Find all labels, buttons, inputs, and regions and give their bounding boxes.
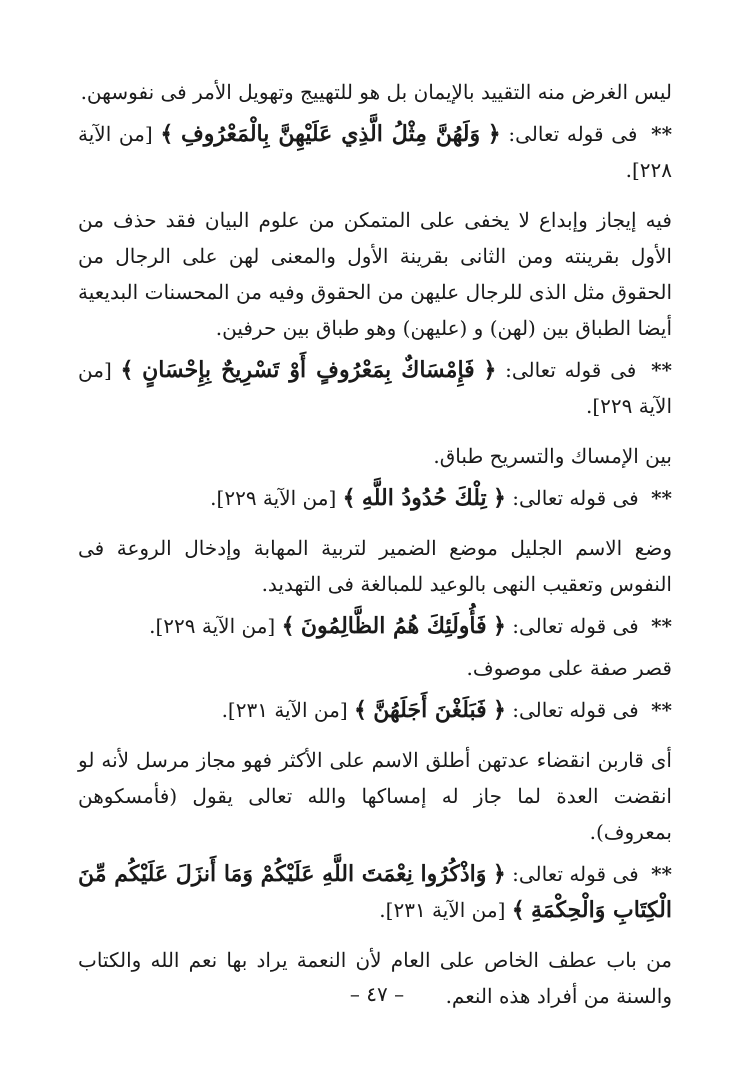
verse-entry: [78, 352, 672, 424]
ornate-bracket-close: ﴾: [354, 697, 367, 723]
ornate-bracket-open: ﴿: [483, 357, 497, 383]
quran-verse: فَبَلَغْنَ أَجَلَهُنَّ: [373, 697, 487, 723]
verse-reference: [من الآية ٢٣١].: [221, 698, 348, 722]
verse-intro: فى قوله تعالى:: [512, 614, 639, 638]
ornate-bracket-open: ﴿: [487, 121, 501, 147]
verse-reference: [من الآية ٢٢٨].: [78, 122, 672, 182]
ornate-bracket-close: ﴾: [160, 121, 174, 147]
paragraph-commentary: [78, 530, 672, 602]
verse-reference: [من الآية ٢٢٩].: [149, 614, 276, 638]
quran-verse: فَإِمْسَاكٌ بِمَعْرُوفٍ أَوْ تَسْرِيحٌ بِإِحْسَانٍ: [142, 357, 475, 383]
ornate-bracket-close: ﴾: [120, 357, 134, 383]
verse-reference: [من الآية ٢٢٩].: [78, 358, 672, 418]
verse-marker: **: [651, 614, 672, 638]
paragraph-text: ليس الغرض منه التقييد بالإيمان بل هو للتهييج وتهويل الأمر فى نفوسهن.: [80, 80, 672, 104]
paragraph-commentary: [78, 202, 672, 346]
paragraph-text: من باب عطف الخاص على العام لأن النعمة يراد بها نعم الله والكتاب والسنة من أفراد هذه النعم.: [78, 948, 672, 1008]
paragraph-commentary: [78, 742, 672, 850]
paragraph-text: فيه إيجاز وإبداع لا يخفى على المتمكن من علوم البيان فقد حذف من الأول بقرينته ومن الثانى بقرينة الأول والمعنى لهن على الرجال من الحقوق مثل الذى للرجال عليهن من الحقوق وفيه من المحسنات البديعية أيضا الطباق بين (لهن) و (عليهن) وهو طباق بين حرفين.: [78, 208, 672, 340]
ornate-bracket-open: ﴿: [493, 613, 506, 639]
verse-entry: [78, 116, 672, 188]
verse-entry: [78, 480, 672, 516]
verse-reference: [من الآية ٢٢٩].: [210, 486, 337, 510]
paragraph-commentary: [78, 438, 672, 474]
paragraph-intro: [78, 74, 672, 110]
quran-verse: وَلَهُنَّ مِثْلُ الَّذِي عَلَيْهِنَّ بِالْمَعْرُوفِ: [180, 121, 481, 147]
verse-entry: [78, 692, 672, 728]
verse-entry: [78, 856, 672, 928]
ornate-bracket-close: ﴾: [281, 613, 295, 639]
quran-verse: وَاذْكُرُوا نِعْمَتَ اللَّهِ عَلَيْكُمْ وَمَا أَنزَلَ عَلَيْكُم مِّنَ الْكِتَابِ وَالْحِكْمَةِ: [78, 861, 672, 923]
ornate-bracket-open: ﴿: [492, 861, 506, 887]
quran-verse: فَأُولَئِكَ هُمُ الظَّالِمُونَ: [300, 613, 487, 639]
verse-marker: **: [651, 862, 673, 886]
verse-intro: فى قوله تعالى:: [512, 486, 639, 510]
verse-intro: فى قوله تعالى:: [508, 122, 638, 146]
verse-reference: [من الآية ٢٣١].: [379, 898, 506, 922]
ornate-bracket-open: ﴿: [493, 485, 506, 511]
verse-intro: فى قوله تعالى:: [505, 358, 637, 382]
verse-intro: فى قوله تعالى:: [512, 862, 639, 886]
verse-marker: **: [651, 358, 672, 382]
paragraph-text: وضع الاسم الجليل موضع الضمير لتربية المهابة وإدخال الروعة فى النفوس وتعقيب النهى بالوعيد للمبالغة فى التهديد.: [78, 536, 672, 596]
verse-marker: **: [651, 486, 672, 510]
ornate-bracket-open: ﴿: [493, 697, 506, 723]
verse-intro: فى قوله تعالى:: [512, 698, 639, 722]
paragraph-text: قصر صفة على موصوف.: [466, 656, 672, 680]
paragraph-text: بين الإمساك والتسريح طباق.: [433, 444, 672, 468]
paragraph-text: أى قاربن انقضاء عدتهن أطلق الاسم على الأكثر فهو مجاز مرسل لأنه لو انقضت العدة لما جاز له إمساكها والله تعالى يقول (فأمسكوهن بمعروف).: [78, 748, 672, 844]
verse-entry: [78, 608, 672, 644]
quran-verse: تِلْكَ حُدُودُ اللَّهِ: [361, 485, 487, 511]
verse-marker: **: [651, 698, 672, 722]
ornate-bracket-close: ﴾: [511, 897, 525, 923]
verse-marker: **: [651, 122, 673, 146]
page-number: – ٤٧ –: [349, 982, 405, 1006]
paragraph-commentary: [78, 650, 672, 686]
ornate-bracket-close: ﴾: [342, 485, 356, 511]
